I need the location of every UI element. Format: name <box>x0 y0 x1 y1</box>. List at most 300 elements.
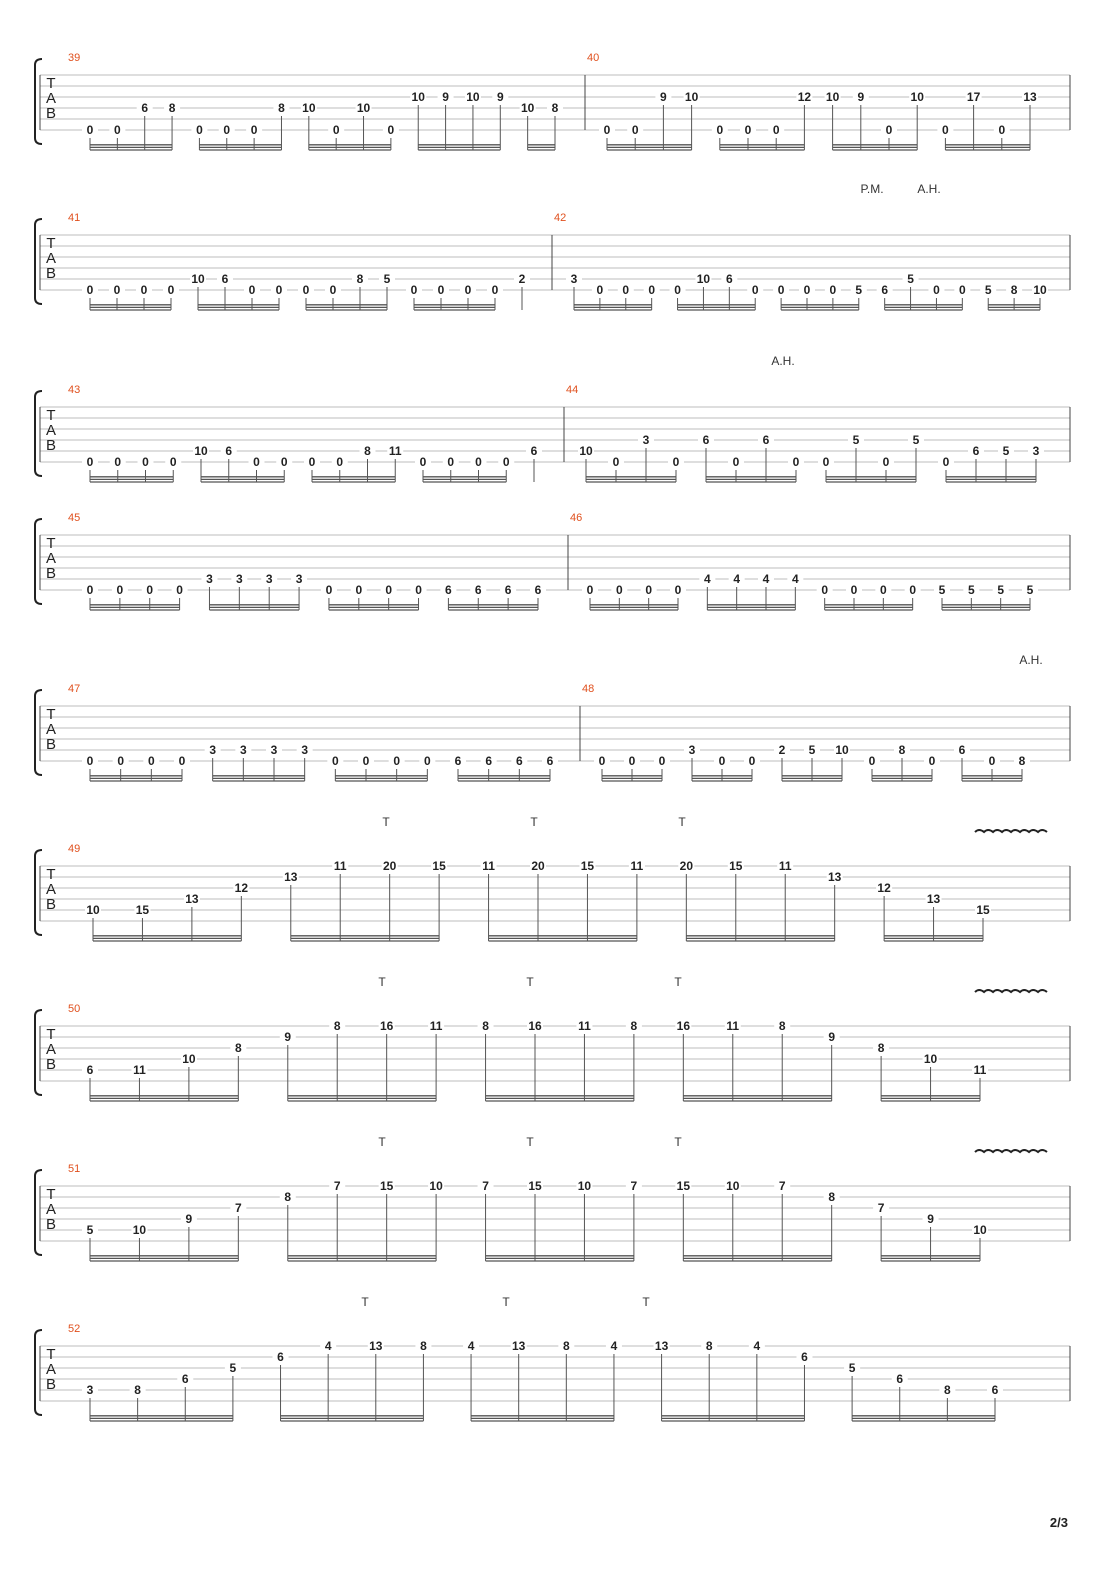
fret-number: 6 <box>141 101 149 115</box>
fret-number: 10 <box>356 101 371 115</box>
fret-number: 0 <box>645 583 653 597</box>
fret-number: 6 <box>530 444 538 458</box>
tab-system <box>35 815 1070 941</box>
fret-number: 10 <box>86 903 100 917</box>
fret-number: 11 <box>630 859 644 873</box>
fret-number: 8 <box>898 743 906 757</box>
fret-number: 6 <box>801 1350 808 1364</box>
fret-number: 0 <box>393 754 401 768</box>
tab-clef-letter: B <box>45 1056 57 1073</box>
fret-number: 7 <box>630 1179 638 1193</box>
fret-number: 20 <box>679 859 694 873</box>
fret-number: 0 <box>387 123 395 137</box>
fret-number: 0 <box>86 455 94 469</box>
fret-number: 0 <box>169 455 177 469</box>
fret-number: 6 <box>896 1372 904 1386</box>
fret-number: 5 <box>938 583 946 597</box>
fret-number: 0 <box>772 123 780 137</box>
tab-clef-letter: T <box>46 407 56 424</box>
fret-number: 5 <box>229 1361 237 1375</box>
fret-number: 13 <box>369 1339 383 1353</box>
fret-number: 0 <box>116 583 124 597</box>
system-bracket <box>35 59 42 144</box>
fret-number: 4 <box>467 1339 475 1353</box>
measure-number: 48 <box>582 683 595 695</box>
page-number: 2/3 <box>1049 1515 1068 1530</box>
fret-number: 8 <box>828 1190 836 1204</box>
fret-number: 5 <box>912 433 920 447</box>
fret-number: 15 <box>729 859 743 873</box>
fret-number: 9 <box>284 1030 292 1044</box>
fret-number: 8 <box>364 444 371 458</box>
fret-number: 7 <box>482 1179 489 1193</box>
measure-number: 39 <box>68 52 81 64</box>
fret-number: 8 <box>234 1041 242 1055</box>
fret-number: 8 <box>1010 283 1018 297</box>
fret-number: 0 <box>447 455 455 469</box>
fret-number: 10 <box>726 1179 740 1193</box>
fret-number: 0 <box>942 123 949 137</box>
fret-number: 0 <box>475 455 482 469</box>
fret-number: 9 <box>442 90 449 104</box>
fret-number: 0 <box>628 754 636 768</box>
fret-number: 6 <box>181 1372 189 1386</box>
fret-number: 0 <box>114 455 122 469</box>
fret-number: 8 <box>333 1019 341 1033</box>
fret-number: 4 <box>324 1339 332 1353</box>
fret-number: 0 <box>464 283 472 297</box>
fret-number: 0 <box>419 455 427 469</box>
tab-clef-letter: T <box>46 1026 56 1043</box>
fret-number: 6 <box>725 272 733 286</box>
fret-number: 0 <box>879 583 887 597</box>
fret-number: 0 <box>942 455 950 469</box>
fret-number: 3 <box>265 572 273 586</box>
fret-number: 10 <box>191 272 205 286</box>
tab-clef-letter: T <box>46 706 56 723</box>
tab-clef-letter: A <box>45 721 57 738</box>
fret-number: 0 <box>803 283 811 297</box>
fret-number: 6 <box>702 433 710 447</box>
fret-number: 4 <box>610 1339 618 1353</box>
fret-number: 3 <box>301 743 309 757</box>
fret-number: 0 <box>178 754 186 768</box>
fret-number: 6 <box>445 583 452 597</box>
tab-clef-letter: A <box>45 1201 57 1218</box>
fret-number: 10 <box>696 272 711 286</box>
tab-clef-letter: T <box>46 75 56 92</box>
fret-number: 0 <box>362 754 370 768</box>
fret-number: 6 <box>546 754 554 768</box>
fret-number: 0 <box>612 455 620 469</box>
fret-number: 0 <box>998 123 1006 137</box>
fret-number: 12 <box>797 90 812 104</box>
tab-annotation: T <box>530 815 538 829</box>
fret-number: 0 <box>86 283 94 297</box>
system-bracket <box>35 391 42 476</box>
tab-clef-letter: T <box>46 1346 56 1363</box>
fret-number: 12 <box>877 881 891 895</box>
fret-number: 5 <box>907 272 914 286</box>
fret-number: 0 <box>329 283 337 297</box>
fret-number: 3 <box>206 572 213 586</box>
system-bracket <box>35 1010 42 1095</box>
fret-number: 6 <box>504 583 512 597</box>
tab-clef-letter: A <box>45 250 57 267</box>
fret-number: 7 <box>877 1201 885 1215</box>
fret-number: 0 <box>596 283 604 297</box>
tab-system <box>35 52 1070 150</box>
fret-number: 9 <box>857 90 865 104</box>
fret-number: 15 <box>528 1179 542 1193</box>
tab-clef-letter: A <box>45 881 57 898</box>
fret-number: 6 <box>485 754 493 768</box>
fret-number: 0 <box>167 283 175 297</box>
fret-number: 13 <box>654 1339 669 1353</box>
fret-number: 0 <box>928 754 936 768</box>
fret-number: 10 <box>579 444 593 458</box>
fret-number: 4 <box>733 572 741 586</box>
fret-number: 10 <box>923 1052 938 1066</box>
fret-number: 0 <box>437 283 445 297</box>
fret-number: 0 <box>988 754 996 768</box>
fret-number: 13 <box>827 870 842 884</box>
fret-number: 15 <box>976 903 990 917</box>
tab-annotation: T <box>526 1135 534 1149</box>
fret-number: 0 <box>385 583 393 597</box>
fret-number: 10 <box>132 1223 147 1237</box>
fret-number: 0 <box>598 754 606 768</box>
fret-number: 20 <box>382 859 397 873</box>
tab-annotation: A.H. <box>917 182 941 196</box>
fret-number: 8 <box>284 1190 292 1204</box>
measure-number: 42 <box>554 212 567 224</box>
tab-annotation: A.H. <box>1019 653 1043 667</box>
tab-annotation: T <box>642 1295 650 1309</box>
fret-number: 0 <box>331 754 339 768</box>
fret-number: 0 <box>868 754 876 768</box>
tab-annotation: T <box>382 815 390 829</box>
tab-annotation: T <box>502 1295 510 1309</box>
measure-number: 44 <box>566 384 579 396</box>
fret-number: 11 <box>778 859 792 873</box>
fret-number: 0 <box>751 283 759 297</box>
tab-clef-letter: T <box>46 535 56 552</box>
fret-number: 20 <box>531 859 545 873</box>
fret-number: 15 <box>580 859 595 873</box>
measure-number: 51 <box>68 1163 81 1175</box>
fret-number: 6 <box>221 272 229 286</box>
fret-number: 0 <box>176 583 183 597</box>
fret-number: 0 <box>822 455 830 469</box>
fret-number: 0 <box>253 455 260 469</box>
vibrato-mark <box>975 990 1047 992</box>
system-bracket <box>35 850 42 935</box>
fret-number: 0 <box>674 583 682 597</box>
fret-number: 6 <box>277 1350 284 1364</box>
tab-annotation: T <box>526 975 534 989</box>
fret-number: 8 <box>134 1383 141 1397</box>
fret-number: 9 <box>927 1212 934 1226</box>
tab-annotation: T <box>378 975 386 989</box>
tab-annotation: T <box>674 1135 682 1149</box>
fret-number: 0 <box>792 455 800 469</box>
fret-number: 3 <box>688 743 696 757</box>
fret-number: 0 <box>732 455 740 469</box>
vibrato-mark <box>975 830 1047 832</box>
fret-number: 11 <box>333 859 347 873</box>
fret-number: 8 <box>562 1339 570 1353</box>
fret-number: 10 <box>684 90 699 104</box>
fret-number: 10 <box>466 90 480 104</box>
system-bracket <box>35 1170 42 1255</box>
fret-number: 0 <box>777 283 785 297</box>
system-bracket <box>35 519 42 604</box>
fret-number: 10 <box>973 1223 987 1237</box>
fret-number: 0 <box>615 583 623 597</box>
fret-number: 8 <box>778 1019 786 1033</box>
fret-number: 10 <box>182 1052 196 1066</box>
fret-number: 0 <box>716 123 724 137</box>
fret-number: 10 <box>429 1179 443 1193</box>
fret-number: 8 <box>705 1339 713 1353</box>
fret-number: 0 <box>718 754 726 768</box>
fret-number: 0 <box>147 754 155 768</box>
measure-number: 46 <box>570 512 583 524</box>
fret-number: 0 <box>415 583 422 597</box>
fret-number: 0 <box>275 283 283 297</box>
fret-number: 15 <box>379 1179 394 1193</box>
tab-clef-letter: B <box>45 565 57 582</box>
fret-number: 0 <box>410 283 418 297</box>
fret-number: 5 <box>855 283 863 297</box>
fret-number: 0 <box>744 123 752 137</box>
fret-number: 8 <box>551 101 559 115</box>
fret-number: 0 <box>821 583 829 597</box>
fret-number: 8 <box>944 1383 951 1397</box>
system-bracket <box>35 1330 42 1415</box>
fret-number: 0 <box>958 283 966 297</box>
tab-annotation: T <box>378 1135 386 1149</box>
fret-number: 3 <box>642 433 650 447</box>
fret-number: 10 <box>835 743 849 757</box>
fret-number: 13 <box>185 892 199 906</box>
fret-number: 6 <box>762 433 770 447</box>
fret-number: 8 <box>420 1339 427 1353</box>
fret-number: 10 <box>577 1179 592 1193</box>
fret-number: 0 <box>280 455 288 469</box>
fret-number: 11 <box>388 444 402 458</box>
fret-number: 0 <box>196 123 203 137</box>
fret-number: 9 <box>496 90 504 104</box>
tab-clef-letter: A <box>45 1041 57 1058</box>
fret-number: 17 <box>966 90 981 104</box>
measure-number: 40 <box>587 52 600 64</box>
tab-annotation: T <box>674 975 682 989</box>
fret-number: 6 <box>972 444 980 458</box>
fret-number: 9 <box>660 90 667 104</box>
fret-number: 15 <box>432 859 446 873</box>
fret-number: 10 <box>411 90 425 104</box>
tab-annotation: T <box>678 815 686 829</box>
fret-number: 0 <box>423 754 431 768</box>
system-bracket <box>35 690 42 775</box>
tab-clef-letter: B <box>45 1216 57 1233</box>
fret-number: 0 <box>308 455 316 469</box>
fret-number: 6 <box>991 1383 999 1397</box>
fret-number: 7 <box>234 1201 242 1215</box>
fret-number: 6 <box>454 754 462 768</box>
fret-number: 6 <box>225 444 233 458</box>
fret-number: 6 <box>86 1063 94 1077</box>
fret-number: 0 <box>250 123 258 137</box>
fret-number: 7 <box>778 1179 786 1193</box>
fret-number: 2 <box>518 272 526 286</box>
fret-number: 0 <box>336 455 344 469</box>
fret-number: 0 <box>658 754 666 768</box>
system-bracket <box>35 219 42 304</box>
measure-number: 52 <box>68 1323 81 1335</box>
fret-number: 5 <box>808 743 816 757</box>
fret-number: 9 <box>185 1212 193 1226</box>
fret-number: 8 <box>278 101 285 115</box>
fret-number: 11 <box>578 1019 591 1033</box>
fret-number: 10 <box>910 90 924 104</box>
fret-number: 0 <box>829 283 837 297</box>
fret-number: 10 <box>520 101 535 115</box>
fret-number: 0 <box>674 283 681 297</box>
fret-number: 16 <box>676 1019 691 1033</box>
fret-number: 13 <box>284 870 298 884</box>
fret-number: 5 <box>848 1361 856 1375</box>
fret-number: 0 <box>86 754 94 768</box>
tab-system <box>35 975 1070 1101</box>
tab-clef-letter: T <box>46 235 56 252</box>
fret-number: 4 <box>703 572 711 586</box>
fret-number: 0 <box>114 123 121 137</box>
fret-number: 10 <box>825 90 840 104</box>
tab-system <box>35 182 1070 310</box>
fret-number: 8 <box>356 272 364 286</box>
tab-system <box>35 1295 1070 1421</box>
fret-number: 0 <box>355 583 363 597</box>
fret-number: 10 <box>302 101 316 115</box>
fret-number: 0 <box>586 583 594 597</box>
fret-number: 11 <box>133 1063 146 1077</box>
vibrato-mark <box>975 1150 1047 1152</box>
fret-number: 8 <box>877 1041 885 1055</box>
fret-number: 11 <box>482 859 495 873</box>
fret-number: 5 <box>852 433 860 447</box>
tab-system <box>35 653 1070 781</box>
fret-number: 0 <box>748 754 756 768</box>
fret-number: 12 <box>234 881 249 895</box>
fret-number: 8 <box>482 1019 489 1033</box>
measure-number: 45 <box>68 512 81 524</box>
fret-number: 15 <box>135 903 150 917</box>
tab-clef-letter: B <box>45 736 57 753</box>
fret-number: 11 <box>726 1019 740 1033</box>
fret-number: 11 <box>973 1063 987 1077</box>
fret-number: 6 <box>881 283 889 297</box>
fret-number: 3 <box>1032 444 1040 458</box>
fret-number: 0 <box>86 123 94 137</box>
fret-number: 4 <box>791 572 799 586</box>
tab-clef-letter: B <box>45 265 57 282</box>
tab-system <box>35 512 1070 610</box>
tab-clef-letter: A <box>45 550 57 567</box>
fret-number: 0 <box>332 123 340 137</box>
fret-number: 9 <box>828 1030 836 1044</box>
fret-number: 16 <box>528 1019 542 1033</box>
fret-number: 0 <box>850 583 858 597</box>
fret-number: 5 <box>383 272 391 286</box>
fret-number: 0 <box>631 123 639 137</box>
fret-number: 0 <box>933 283 940 297</box>
tab-clef-letter: B <box>45 896 57 913</box>
fret-number: 0 <box>491 283 499 297</box>
measure-number: 49 <box>68 843 81 855</box>
tab-clef-letter: T <box>46 866 56 883</box>
fret-number: 6 <box>515 754 523 768</box>
fret-number: 13 <box>926 892 941 906</box>
fret-number: 3 <box>239 743 247 757</box>
tab-annotation: A.H. <box>771 354 795 368</box>
fret-number: 0 <box>86 583 94 597</box>
fret-number: 13 <box>512 1339 526 1353</box>
measure-number: 47 <box>68 683 81 695</box>
fret-number: 10 <box>194 444 208 458</box>
fret-number: 0 <box>502 455 510 469</box>
fret-number: 3 <box>209 743 217 757</box>
tab-clef-letter: A <box>45 90 57 107</box>
fret-number: 3 <box>270 743 278 757</box>
fret-number: 3 <box>570 272 578 286</box>
fret-number: 3 <box>295 572 303 586</box>
fret-number: 11 <box>429 1019 443 1033</box>
fret-number: 0 <box>622 283 630 297</box>
tab-clef-letter: A <box>45 1361 57 1378</box>
fret-number: 6 <box>534 583 542 597</box>
fret-number: 0 <box>113 283 121 297</box>
fret-number: 3 <box>235 572 243 586</box>
fret-number: 5 <box>1026 583 1034 597</box>
fret-number: 10 <box>1033 283 1047 297</box>
tab-annotation: T <box>361 1295 369 1309</box>
fret-number: 0 <box>302 283 310 297</box>
fret-number: 13 <box>1023 90 1037 104</box>
tab-system <box>35 354 1070 482</box>
measure-number: 43 <box>68 384 81 396</box>
fret-number: 0 <box>146 583 154 597</box>
fret-number: 0 <box>885 123 893 137</box>
fret-number: 0 <box>882 455 890 469</box>
fret-number: 5 <box>86 1223 94 1237</box>
fret-number: 6 <box>958 743 966 757</box>
tab-clef-letter: B <box>45 1376 57 1393</box>
fret-number: 7 <box>333 1179 341 1193</box>
tab-clef-letter: B <box>45 105 57 122</box>
fret-number: 16 <box>379 1019 394 1033</box>
fret-number: 0 <box>672 455 680 469</box>
tab-clef-letter: T <box>46 1186 56 1203</box>
fret-number: 5 <box>967 583 975 597</box>
fret-number: 8 <box>1018 754 1026 768</box>
fret-number: 8 <box>630 1019 638 1033</box>
fret-number: 0 <box>117 754 125 768</box>
fret-number: 5 <box>1002 444 1010 458</box>
fret-number: 15 <box>676 1179 691 1193</box>
